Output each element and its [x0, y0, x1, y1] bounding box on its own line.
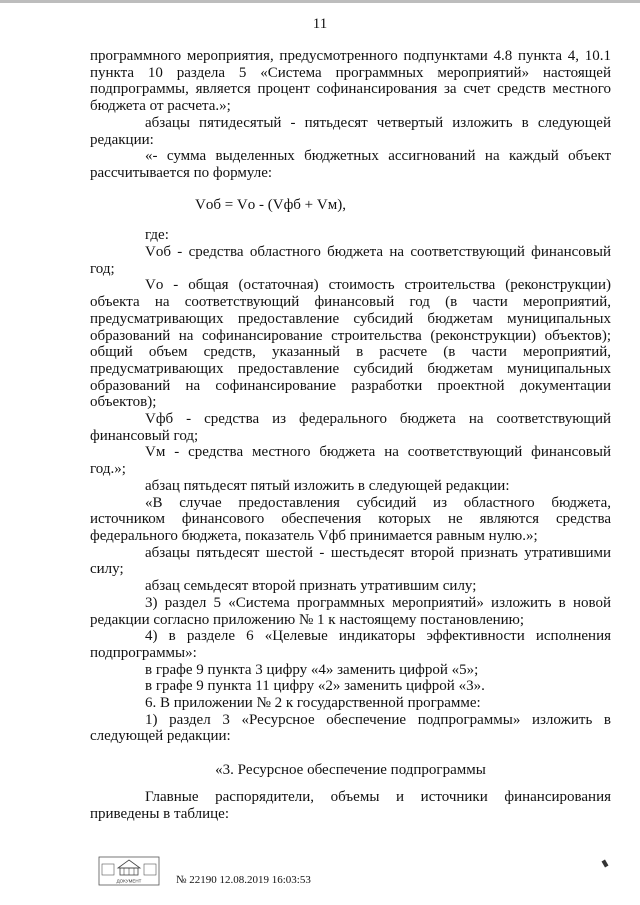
document-registration-number: № 22190 12.08.2019 16:03:53	[176, 874, 311, 886]
paragraph: абзацы пятьдесят шестой - шестьдесят второй признать утратившими силу;	[90, 544, 611, 578]
document-body	[90, 48, 611, 822]
paragraph: абзац пятьдесят пятый изложить в следующей редакции:	[145, 477, 510, 494]
paragraph: Vфб - средства из федерального бюджета на соответствующий финансовый год;	[90, 411, 611, 444]
section-heading: «3. Ресурсное обеспечение подпрограммы	[215, 762, 486, 779]
paragraph: Главные распорядители, объемы и источники финансирования приведены в таблице:	[90, 788, 611, 822]
paragraph: Vоб - средства областного бюджета на соответствующий финансовый год;	[90, 244, 611, 277]
paragraph: 1) раздел 3 «Ресурсное обеспечение подпрограммы» изложить в следующей редакции:	[90, 711, 611, 745]
paragraph: Vо - общая (остаточная) стоимость строительства (реконструкции) объекта на соответствующий финансовый год (в части мероприятий, предусматривающих предоставление субсидий бюджетам муниципальных образований на софинансирование строительства (реконструкции) объектов); общий объем средств, указанный в расчете (в части мероприятий, предусматривающих предоставление субсидий бюджетам муниципальных образований на софинансирование разработки проектной документации объектов);	[90, 277, 611, 411]
paragraph: 6. В приложении № 2 к государственной программе:	[145, 695, 481, 712]
formula: Vоб = Vо - (Vфб + Vм),	[195, 196, 346, 213]
registration-stamp-icon	[98, 856, 160, 886]
scan-top-edge	[0, 0, 640, 3]
footer	[98, 856, 518, 890]
paragraph: Vм - средства местного бюджета на соответствующий финансовый год.»;	[90, 444, 611, 478]
paragraph: абзацы пятидесятый - пятьдесят четвертый изложить в следующей редакции:	[90, 114, 611, 148]
stamp-text: ДОКУМЕНТ	[116, 878, 142, 884]
paragraph: абзац семьдесят второй признать утратившим силу;	[145, 578, 477, 595]
paragraph: в графе 9 пункта 11 цифру «2» заменить цифрой «3».	[145, 678, 485, 695]
paragraph: «- сумма выделенных бюджетных ассигнований на каждый объект рассчитывается по формуле:	[90, 148, 611, 181]
paragraph: «В случае предоставления субсидий из областного бюджета, источником финансового обеспечения которых не являются средства федерального бюджета, показатель Vфб принимается равным нулю.»;	[90, 494, 611, 544]
paragraph: 4) в разделе 6 «Целевые индикаторы эффективности исполнения подпрограммы»:	[90, 628, 611, 661]
paragraph: программного мероприятия, предусмотренного подпунктами 4.8 пункта 4, 10.1 пункта 10 раздела 5 «Система программных мероприятий» настоящей подпрограммы, является процент софинансирования за счет средств местного бюджета от расчета.»;	[90, 48, 611, 115]
scan-mark	[602, 859, 609, 867]
paragraph: в графе 9 пункта 3 цифру «4» заменить цифрой «5»;	[145, 661, 479, 678]
page-number: 11	[312, 16, 328, 32]
paragraph: 3) раздел 5 «Система программных мероприятий» изложить в новой редакции согласно приложению № 1 к настоящему постановлению;	[90, 594, 611, 628]
paragraph: где:	[145, 227, 169, 244]
